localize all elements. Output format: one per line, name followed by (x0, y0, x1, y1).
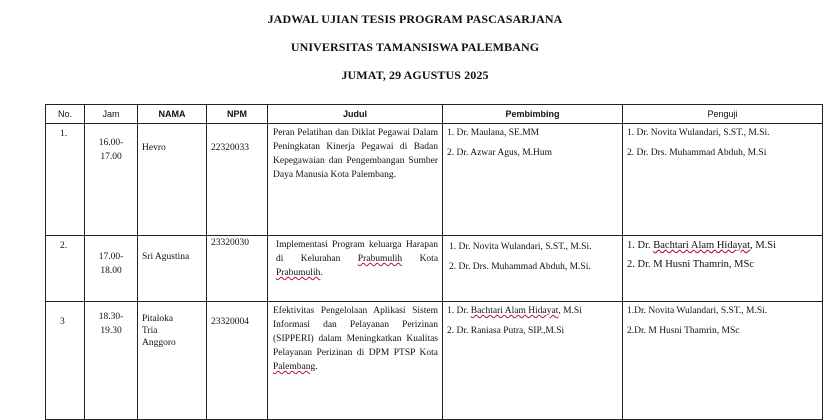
pembimbing-1: 1. Dr. Bachtari Alam Hidayat, M.Si (447, 306, 582, 316)
table-row (46, 302, 823, 420)
underlined-name: Bachtari Alam Hidayat (653, 240, 751, 251)
penguji-1: 1.Dr. Novita Wulandari, S.ST., M.Si. (627, 306, 768, 316)
penguji-2: 2. Dr. Drs. Muhammad Abduh, M.Si (627, 148, 767, 158)
underlined-word: Palembang (273, 362, 316, 372)
exam-date: JUMAT, 29 AGUSTUS 2025 (341, 68, 489, 82)
penguji-2: 2.Dr. M Husni Thamrin, MSc (627, 326, 740, 336)
pembimbing-2: 2. Dr. Azwar Agus, M.Hum (447, 148, 553, 158)
col-npm: NPM (207, 105, 268, 124)
row-judul: Efektivitas Pengelolaan Aplikasi Sistem Informasi dan Pelayanan Perizinan (SIPPERI) dalam Meningkatkan Kualitas Pelayanan Perizinan di DPM PTSP Kota Palembang. (268, 302, 443, 420)
row-no: 1. (46, 124, 85, 236)
col-jam: Jam (85, 105, 138, 124)
col-judul: Judul (268, 105, 443, 124)
penguji-1: 1. Dr. Novita Wulandari, S.ST., M.Si. (627, 128, 770, 138)
document-title: JADWAL UJIAN TESIS PROGRAM PASCASARJANA (267, 12, 563, 26)
row-jam: 16.00- 17.00 (98, 138, 124, 162)
col-pembimbing: Pembimbing (443, 105, 623, 124)
row-npm: 23320004 (211, 317, 249, 327)
row-npm: 22320033 (211, 143, 249, 153)
row-penguji (623, 124, 823, 236)
underlined-name: Bachtari Alam Hidayat (470, 306, 559, 316)
table-row (46, 124, 823, 236)
table-header-row (46, 105, 823, 124)
row-npm: 23320030 (211, 238, 249, 248)
row-pembimbing (443, 124, 623, 236)
underlined-word: Prabumulih (357, 254, 403, 264)
row-jam: 18.30- 19.30 (98, 312, 124, 336)
row-pembimbing (443, 302, 623, 420)
penguji-2: 2. Dr. M Husni Thamrin, MSc (627, 259, 754, 270)
pembimbing-2: 2. Dr. Raniasa Putra, SIP.,M.Si (447, 326, 565, 336)
row-no: 3 (46, 302, 85, 420)
schedule-table (45, 104, 823, 420)
row-nama: Sri Agustina (142, 252, 190, 262)
row-nama: Hevro (142, 143, 166, 153)
pembimbing-2: 2. Dr. Drs. Muhammad Abduh, M.Si. (449, 262, 591, 272)
col-nama: NAMA (138, 105, 207, 124)
col-penguji: Penguji (623, 105, 823, 124)
row-penguji (623, 236, 823, 302)
row-judul: Implementasi Program keluarga Harapan di Kelurahan Prabumulih Kota Prabumulih. (268, 236, 443, 302)
row-jam: 17.00- 18.00 (98, 252, 124, 276)
row-nama: Pitaloka Tria Anggoro (142, 314, 176, 348)
row-pembimbing (443, 236, 623, 302)
pembimbing-1: 1. Dr. Maulana, SE.MM (447, 128, 540, 138)
pembimbing-1: 1. Dr. Novita Wulandari, S.ST., M.Si. (449, 242, 592, 252)
university-name: UNIVERSITAS TAMANSISWA PALEMBANG (290, 40, 540, 54)
underlined-word: Prabumulih (276, 268, 321, 278)
col-no: No. (46, 105, 85, 124)
row-no: 2. (46, 236, 85, 302)
row-penguji (623, 302, 823, 420)
table-row (46, 236, 823, 302)
penguji-1: 1. Dr. Bachtari Alam Hidayat, M.Si (627, 240, 777, 251)
row-judul: Peran Pelatihan dan Diklat Pegawai Dalam Peningkatan Kinerja Pegawai di Badan Kepegawaian dan Pengembangan Sumber Daya Manusia Kota Palembang. (268, 124, 443, 236)
